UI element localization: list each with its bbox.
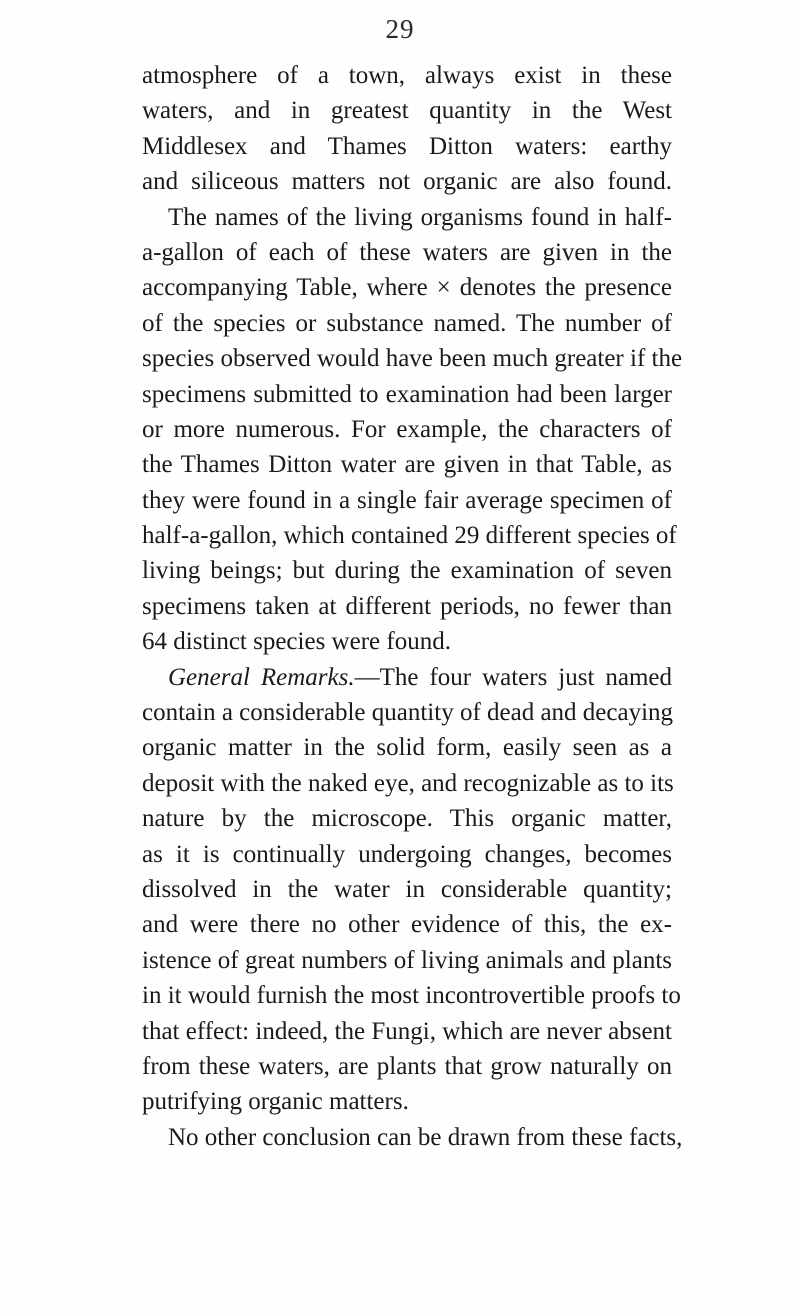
text-line: of the species or substance named. The number of: [142, 309, 672, 337]
page-number: 29: [385, 14, 415, 44]
text-line: specimens submitted to examination had been larger: [142, 380, 672, 408]
text-line: as it is continually undergoing changes, becomes: [142, 840, 672, 868]
text-line: waters, and in greatest quantity in the West: [142, 97, 672, 125]
text-line: in it would furnish the most incontrovertible proofs to: [142, 982, 681, 1010]
text-line: a-gallon of each of these waters are given in the: [142, 238, 672, 266]
text-line: nature by the microscope. This organic matter,: [142, 805, 672, 833]
text-line: No other conclusion can be drawn from these facts,: [168, 1123, 683, 1151]
body-text: [142, 58, 683, 1155]
text-line: deposit with the naked eye, and recognizable as to its: [142, 769, 674, 797]
text-line: from these waters, are plants that grow naturally on: [142, 1052, 672, 1080]
text-line: contain a considerable quantity of dead and decaying: [142, 699, 674, 727]
remarks-line: [142, 660, 672, 695]
text-line: putrifying organic matters.: [142, 1088, 409, 1116]
text-line: or more numerous. For example, the characters of: [142, 415, 672, 443]
text-line: istence of great numbers of living animals and plants: [142, 946, 672, 974]
text-line: atmosphere of a town, always exist in these: [142, 62, 672, 89]
text-line: that effect: indeed, the Fungi, which are never absent: [142, 1017, 672, 1045]
text-line: 64 distinct species were found.: [142, 628, 451, 656]
text-line: organic matter in the solid form, easily seen as a: [142, 734, 672, 762]
text-line: species observed would have been much greater if the: [142, 345, 683, 373]
text-line: The names of the living organisms found in half-: [168, 203, 672, 231]
text-line: half-a-gallon, which contained 29 different species of: [142, 522, 677, 550]
text-line: and were there no other evidence of this, the ex-: [142, 911, 672, 939]
text-line: living beings; but during the examination of seven: [142, 557, 672, 585]
text-line: and siliceous matters not organic are also found.: [142, 168, 672, 196]
text-line: accompanying Table, where × denotes the presence: [142, 274, 672, 302]
text-line: dissolved in the water in considerable quantity;: [142, 875, 672, 903]
text-line: specimens taken at different periods, no fewer than: [142, 592, 672, 620]
text-line: the Thames Ditton water are given in that Table, as: [142, 451, 672, 479]
remarks-text: —The four waters just named: [354, 663, 672, 691]
text-line: Middlesex and Thames Ditton waters: earthy: [142, 132, 672, 160]
text-line: they were found in a single fair average specimen of: [142, 486, 672, 514]
remarks-heading: General Remarks.: [168, 663, 355, 691]
